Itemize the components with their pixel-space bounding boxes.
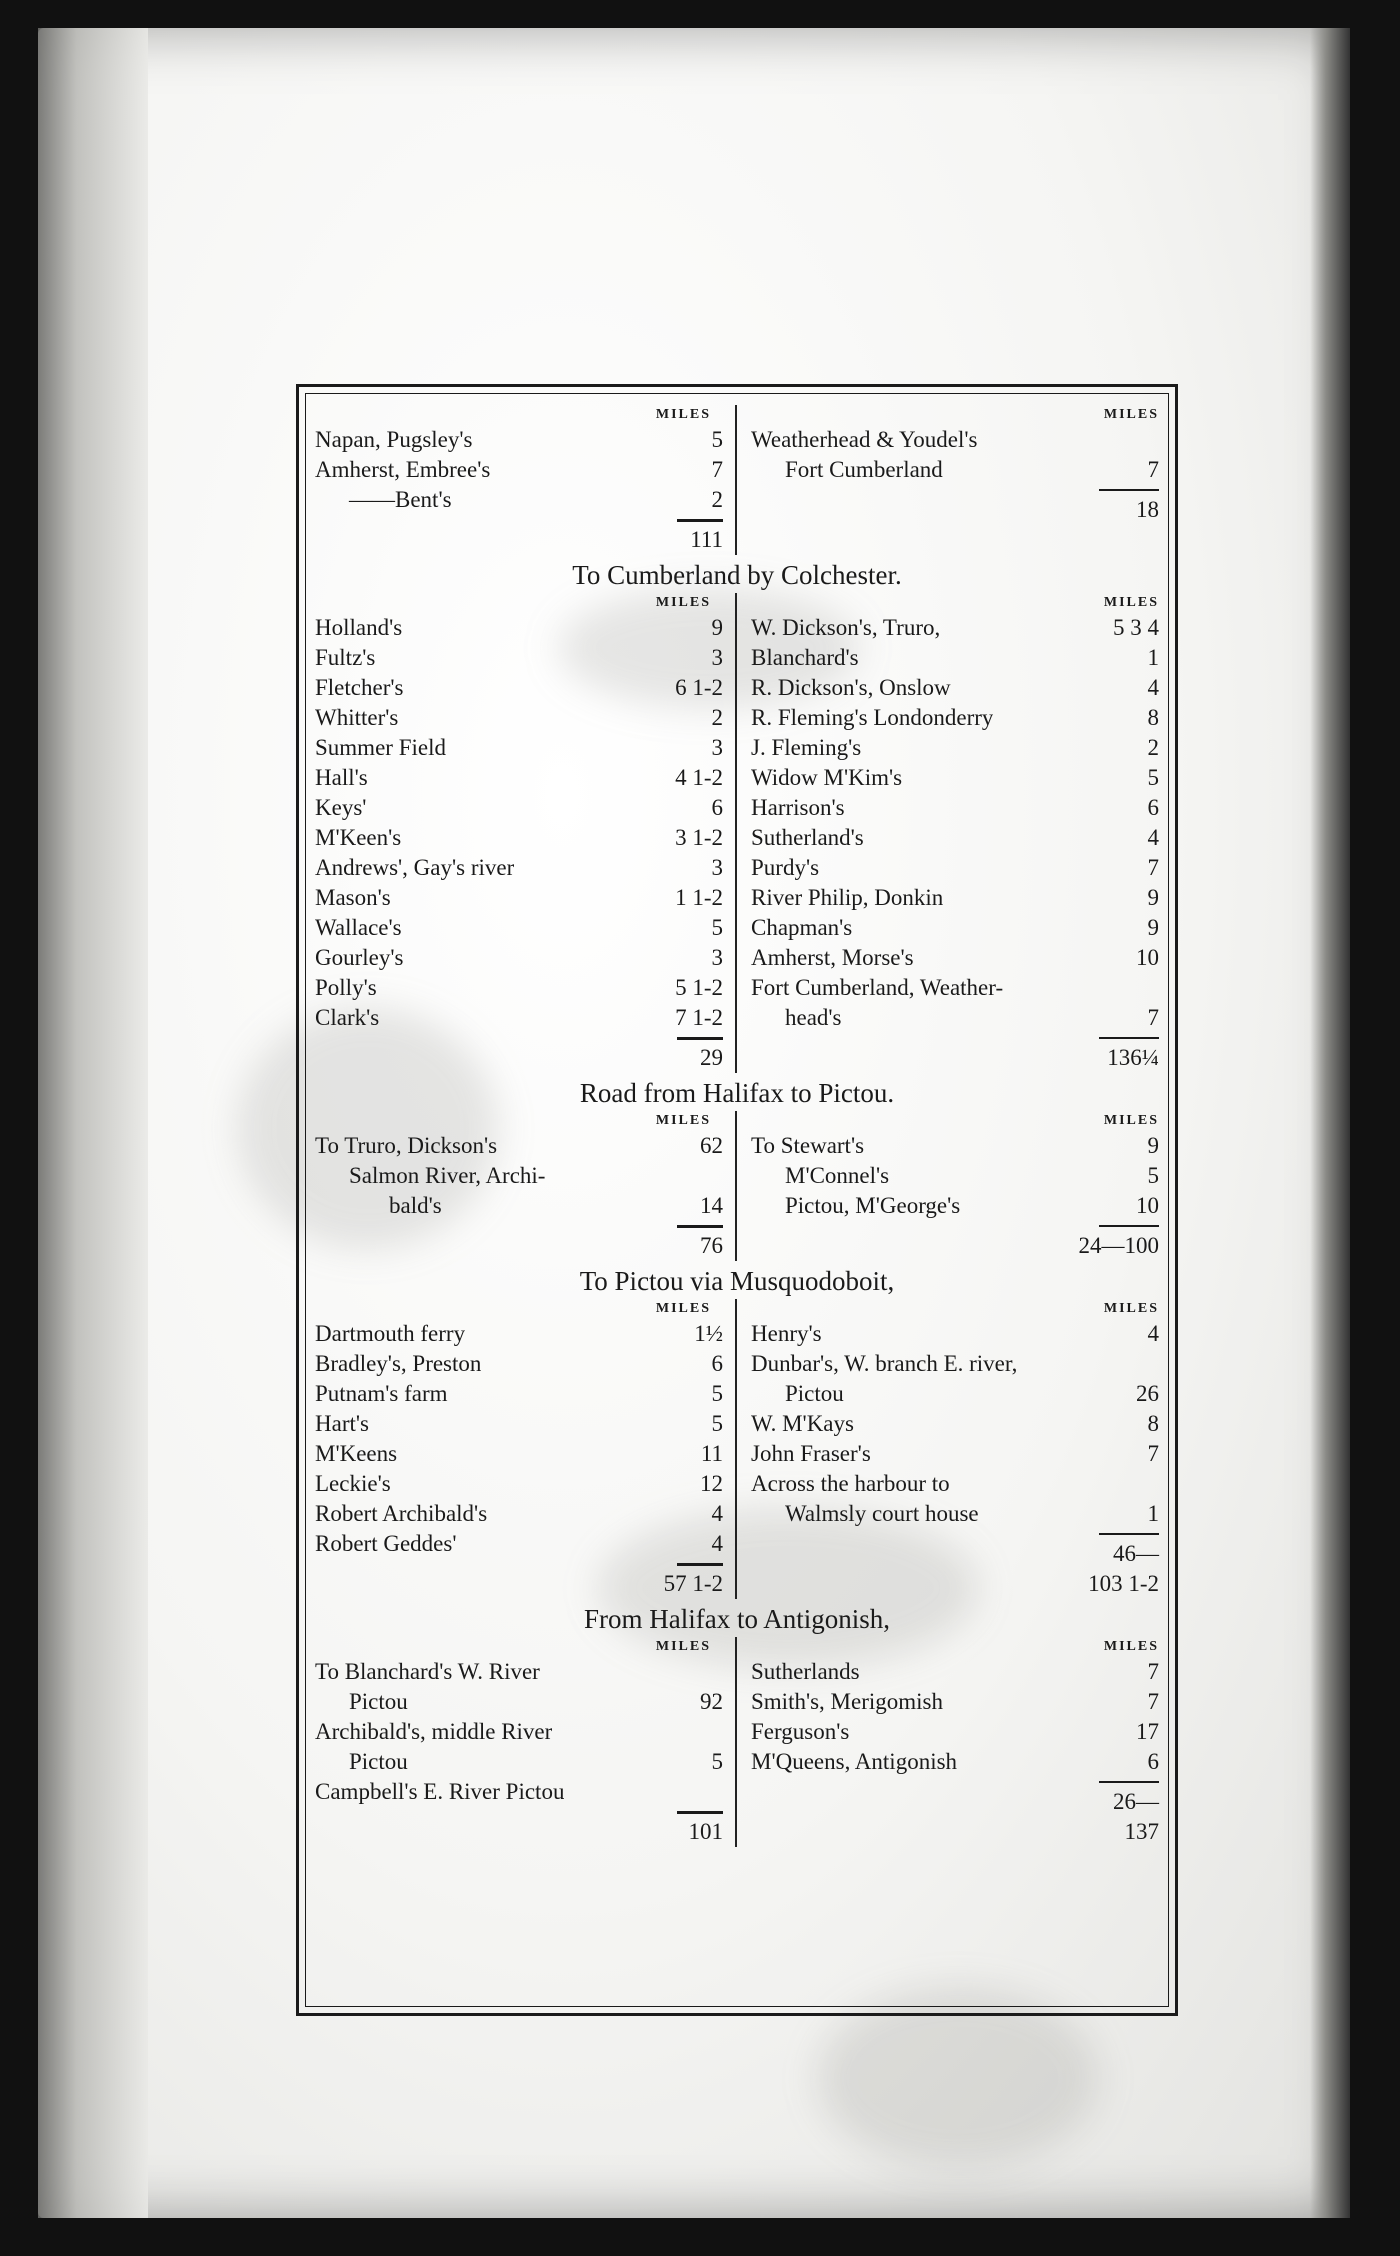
place-name: Henry's bbox=[751, 1321, 822, 1346]
distance-row bbox=[315, 673, 723, 703]
distance-row bbox=[751, 1747, 1159, 1777]
page-edge-right bbox=[1310, 28, 1350, 2218]
route-columns bbox=[315, 593, 1159, 1073]
place-name: Archibald's, middle River bbox=[315, 1719, 553, 1744]
miles-value: 10 bbox=[1136, 1193, 1159, 1218]
miles-value bbox=[1111, 1349, 1159, 1379]
place-name: To Stewart's bbox=[751, 1133, 865, 1158]
place-name: Mason's bbox=[315, 885, 391, 910]
column-total: 46— bbox=[1113, 1541, 1159, 1566]
miles-value bbox=[1111, 973, 1159, 1003]
column-total: 136¼ bbox=[1107, 1045, 1159, 1070]
miles-value: 7 bbox=[1147, 457, 1159, 482]
distance-row bbox=[751, 1161, 1159, 1191]
distance-row bbox=[751, 943, 1159, 973]
miles-header bbox=[751, 1637, 1159, 1657]
distance-row bbox=[315, 1717, 723, 1747]
distance-row bbox=[751, 1687, 1159, 1717]
column-total: 101 bbox=[688, 1819, 723, 1844]
place-name: Robert Geddes' bbox=[315, 1531, 457, 1556]
page-edge-left bbox=[38, 28, 148, 2218]
distance-row bbox=[751, 1349, 1159, 1379]
miles-value: 3 bbox=[711, 945, 723, 970]
miles-value: 4 bbox=[1147, 825, 1159, 850]
left-column bbox=[315, 405, 737, 555]
miles-value: 6 bbox=[711, 1351, 723, 1376]
place-name: Fort Cumberland, Weather- bbox=[751, 975, 1004, 1000]
distance-row bbox=[751, 1319, 1159, 1349]
column-total: 103 1-2 bbox=[1088, 1571, 1159, 1596]
place-name: bald's bbox=[389, 1193, 442, 1218]
miles-value: 62 bbox=[700, 1133, 723, 1158]
place-name: Leckie's bbox=[315, 1471, 391, 1496]
distance-row bbox=[315, 425, 723, 455]
miles-header bbox=[751, 405, 1159, 425]
distance-row bbox=[751, 883, 1159, 913]
place-name: Dartmouth ferry bbox=[315, 1321, 466, 1346]
distance-row bbox=[751, 793, 1159, 823]
left-column bbox=[315, 1299, 737, 1599]
distance-row bbox=[315, 1379, 723, 1409]
place-name: Pictou bbox=[349, 1749, 408, 1774]
distance-row bbox=[315, 1161, 723, 1191]
place-name: John Fraser's bbox=[751, 1441, 871, 1466]
place-name: Blanchard's bbox=[751, 645, 859, 670]
miles-value: 12 bbox=[700, 1471, 723, 1496]
place-name: M'Keen's bbox=[315, 825, 402, 850]
place-name: Robert Archibald's bbox=[315, 1501, 488, 1526]
distance-row bbox=[751, 425, 1159, 455]
miles-label: MILES bbox=[655, 1639, 711, 1654]
left-column bbox=[315, 593, 737, 1073]
place-name: M'Queens, Antigonish bbox=[751, 1749, 958, 1774]
miles-value: 7 bbox=[711, 457, 723, 482]
sum-rule bbox=[751, 1777, 1159, 1787]
miles-header bbox=[751, 1111, 1159, 1131]
place-name: Polly's bbox=[315, 975, 377, 1000]
miles-value: 5 bbox=[711, 915, 723, 940]
distance-row bbox=[315, 1191, 723, 1221]
place-name: W. M'Kays bbox=[751, 1411, 854, 1436]
miles-value: 5 1-2 bbox=[675, 975, 723, 1000]
miles-value: 7 bbox=[1147, 1441, 1159, 1466]
distance-row bbox=[751, 455, 1159, 485]
distance-row bbox=[751, 1003, 1159, 1033]
distance-row bbox=[315, 943, 723, 973]
miles-value: 11 bbox=[700, 1441, 723, 1466]
miles-value: 1 bbox=[1147, 645, 1159, 670]
miles-value: 4 bbox=[711, 1531, 723, 1556]
distance-row bbox=[315, 1349, 723, 1379]
route-columns bbox=[315, 1111, 1159, 1261]
place-name: Hall's bbox=[315, 765, 368, 790]
column-total: 26— bbox=[1113, 1789, 1159, 1814]
route-columns bbox=[315, 405, 1159, 555]
miles-value: 4 bbox=[1147, 675, 1159, 700]
place-name: W. Dickson's, Truro, bbox=[751, 615, 941, 640]
miles-value: 5 bbox=[711, 1411, 723, 1436]
miles-value: 14 bbox=[700, 1193, 723, 1218]
place-name: Andrews', Gay's river bbox=[315, 855, 515, 880]
column-total: 29 bbox=[700, 1045, 723, 1070]
distance-row bbox=[751, 763, 1159, 793]
distance-row bbox=[751, 613, 1159, 643]
place-name: Smith's, Merigomish bbox=[751, 1689, 943, 1714]
place-name: Gourley's bbox=[315, 945, 404, 970]
place-name: Campbell's E. River Pictou bbox=[315, 1779, 565, 1804]
miles-value: 5 bbox=[711, 427, 723, 452]
miles-value: 9 bbox=[1147, 915, 1159, 940]
place-name: Putnam's farm bbox=[315, 1381, 448, 1406]
route-section bbox=[315, 1263, 1159, 1599]
miles-value: 92 bbox=[700, 1689, 723, 1714]
miles-value: 26 bbox=[1136, 1381, 1159, 1406]
distance-row bbox=[751, 1439, 1159, 1469]
sum-rule bbox=[315, 1221, 723, 1231]
miles-label: MILES bbox=[1103, 407, 1159, 422]
place-name: Pictou bbox=[349, 1689, 408, 1714]
distance-row bbox=[315, 613, 723, 643]
distance-row bbox=[315, 1687, 723, 1717]
distance-row bbox=[315, 1131, 723, 1161]
table-frame bbox=[296, 384, 1178, 2016]
sum-rule bbox=[315, 1033, 723, 1043]
sum-rule bbox=[751, 1529, 1159, 1539]
distance-row bbox=[315, 1657, 723, 1687]
route-heading: To Pictou via Musquodoboit, bbox=[579, 1266, 895, 1296]
distance-row bbox=[315, 913, 723, 943]
place-name: head's bbox=[785, 1005, 842, 1030]
distance-row bbox=[315, 1777, 723, 1807]
sum-rule bbox=[751, 1033, 1159, 1043]
place-name: Dunbar's, W. branch E. river, bbox=[751, 1351, 1018, 1376]
miles-value: 3 bbox=[711, 645, 723, 670]
place-name: Whitter's bbox=[315, 705, 399, 730]
miles-value: 17 bbox=[1136, 1719, 1159, 1744]
place-name: Bradley's, Preston bbox=[315, 1351, 482, 1376]
place-name: Fultz's bbox=[315, 645, 376, 670]
sum-rule bbox=[751, 1221, 1159, 1231]
miles-value: 2 bbox=[1147, 735, 1159, 760]
place-name: Hart's bbox=[315, 1411, 369, 1436]
miles-value: 4 1-2 bbox=[675, 765, 723, 790]
distance-row bbox=[751, 1657, 1159, 1687]
distance-row bbox=[751, 853, 1159, 883]
miles-value: 5 bbox=[711, 1749, 723, 1774]
place-name: Fletcher's bbox=[315, 675, 404, 700]
place-name: Summer Field bbox=[315, 735, 446, 760]
miles-value: 1½ bbox=[694, 1321, 723, 1346]
place-name: Across the harbour to bbox=[751, 1471, 950, 1496]
column-total: 24—100 bbox=[1078, 1233, 1159, 1258]
place-name: Amherst, Embree's bbox=[315, 457, 491, 482]
distance-row bbox=[315, 1409, 723, 1439]
distance-row bbox=[315, 1439, 723, 1469]
place-name: J. Fleming's bbox=[751, 735, 862, 760]
place-name: Pictou bbox=[785, 1381, 844, 1406]
sum-rule bbox=[315, 515, 723, 525]
route-columns bbox=[315, 1299, 1159, 1599]
column-total: 18 bbox=[1136, 497, 1159, 522]
place-name: M'Keens bbox=[315, 1441, 398, 1466]
distance-row bbox=[751, 913, 1159, 943]
miles-value: 3 bbox=[711, 735, 723, 760]
route-heading: From Halifax to Antigonish, bbox=[584, 1604, 890, 1634]
miles-value: 7 bbox=[1147, 1689, 1159, 1714]
place-name: Ferguson's bbox=[751, 1719, 850, 1744]
distance-row bbox=[315, 973, 723, 1003]
miles-header bbox=[315, 1299, 723, 1319]
distance-row bbox=[751, 703, 1159, 733]
miles-value: 7 bbox=[1147, 1005, 1159, 1030]
place-name: Salmon River, Archi- bbox=[349, 1163, 546, 1188]
miles-value: 3 1-2 bbox=[675, 825, 723, 850]
place-name: M'Connel's bbox=[785, 1163, 890, 1188]
route-section bbox=[315, 557, 1159, 1073]
miles-value: 8 bbox=[1147, 705, 1159, 730]
sum-rule bbox=[751, 485, 1159, 495]
miles-value: 5 bbox=[1147, 765, 1159, 790]
right-column bbox=[737, 405, 1159, 555]
distance-row bbox=[315, 1003, 723, 1033]
route-section bbox=[315, 405, 1159, 555]
miles-label: MILES bbox=[655, 1113, 711, 1128]
column-total: 137 bbox=[1124, 1819, 1159, 1844]
route-heading: To Cumberland by Colchester. bbox=[572, 560, 902, 590]
place-name: Harrison's bbox=[751, 795, 845, 820]
miles-value: 1 1-2 bbox=[675, 885, 723, 910]
distance-row bbox=[751, 673, 1159, 703]
miles-label: MILES bbox=[655, 1301, 711, 1316]
miles-value bbox=[1111, 1469, 1159, 1499]
miles-header bbox=[751, 1299, 1159, 1319]
miles-value: 1 bbox=[1147, 1501, 1159, 1526]
right-column bbox=[737, 1637, 1159, 1847]
distance-row bbox=[315, 1469, 723, 1499]
place-name: Clark's bbox=[315, 1005, 380, 1030]
distance-tables bbox=[315, 405, 1159, 1999]
distance-row bbox=[751, 1191, 1159, 1221]
miles-value bbox=[1111, 425, 1159, 455]
miles-value: 7 bbox=[1147, 855, 1159, 880]
place-name: River Philip, Donkin bbox=[751, 885, 944, 910]
miles-value: 6 1-2 bbox=[675, 675, 723, 700]
miles-value: 7 bbox=[1147, 1659, 1159, 1684]
miles-value bbox=[675, 1161, 723, 1191]
miles-value: 9 bbox=[1147, 885, 1159, 910]
distance-row bbox=[315, 883, 723, 913]
miles-value: 10 bbox=[1136, 945, 1159, 970]
distance-row bbox=[315, 703, 723, 733]
distance-row bbox=[315, 1747, 723, 1777]
place-name: To Truro, Dickson's bbox=[315, 1133, 498, 1158]
distance-row bbox=[751, 973, 1159, 1003]
miles-header bbox=[315, 1111, 723, 1131]
miles-value: 3 bbox=[711, 855, 723, 880]
distance-row bbox=[751, 823, 1159, 853]
miles-label: MILES bbox=[655, 407, 711, 422]
route-section bbox=[315, 1601, 1159, 1847]
right-column bbox=[737, 593, 1159, 1073]
miles-label: MILES bbox=[1103, 1113, 1159, 1128]
place-name: Fort Cumberland bbox=[785, 457, 943, 482]
miles-value: 5 bbox=[711, 1381, 723, 1406]
route-section bbox=[315, 1075, 1159, 1261]
distance-row bbox=[315, 733, 723, 763]
miles-value: 4 bbox=[711, 1501, 723, 1526]
miles-value bbox=[675, 1657, 723, 1687]
place-name: Wallace's bbox=[315, 915, 402, 940]
route-heading: Road from Halifax to Pictou. bbox=[579, 1078, 895, 1108]
column-total: 57 1-2 bbox=[663, 1571, 723, 1596]
distance-row bbox=[751, 1409, 1159, 1439]
distance-row bbox=[315, 853, 723, 883]
right-column bbox=[737, 1111, 1159, 1261]
distance-row bbox=[751, 1499, 1159, 1529]
left-column bbox=[315, 1637, 737, 1847]
distance-row bbox=[751, 1717, 1159, 1747]
place-name: Napan, Pugsley's bbox=[315, 427, 473, 452]
miles-label: MILES bbox=[655, 595, 711, 610]
place-name: ——Bent's bbox=[349, 487, 452, 512]
miles-value: 6 bbox=[711, 795, 723, 820]
place-name: Walmsly court house bbox=[785, 1501, 979, 1526]
right-column bbox=[737, 1299, 1159, 1599]
distance-row bbox=[315, 485, 723, 515]
place-name: Amherst, Morse's bbox=[751, 945, 914, 970]
miles-header bbox=[315, 593, 723, 613]
miles-value: 5 bbox=[1147, 1163, 1159, 1188]
place-name: Sutherlands bbox=[751, 1659, 860, 1684]
distance-row bbox=[315, 763, 723, 793]
distance-row bbox=[315, 793, 723, 823]
distance-row bbox=[315, 1499, 723, 1529]
miles-header bbox=[751, 593, 1159, 613]
place-name: Weatherhead & Youdel's bbox=[751, 427, 978, 452]
distance-row bbox=[315, 455, 723, 485]
place-name: Holland's bbox=[315, 615, 403, 640]
miles-value: 4 bbox=[1147, 1321, 1159, 1346]
route-columns bbox=[315, 1637, 1159, 1847]
miles-value: 2 bbox=[711, 705, 723, 730]
place-name: R. Dickson's, Onslow bbox=[751, 675, 951, 700]
miles-value: 6 bbox=[1147, 795, 1159, 820]
distance-row bbox=[315, 1319, 723, 1349]
distance-row bbox=[751, 1131, 1159, 1161]
distance-row bbox=[315, 643, 723, 673]
miles-value: 9 bbox=[1147, 1133, 1159, 1158]
left-column bbox=[315, 1111, 737, 1261]
place-name: Keys' bbox=[315, 795, 367, 820]
distance-row bbox=[315, 823, 723, 853]
distance-row bbox=[751, 1379, 1159, 1409]
distance-row bbox=[751, 643, 1159, 673]
place-name: Sutherland's bbox=[751, 825, 864, 850]
distance-row bbox=[315, 1529, 723, 1559]
miles-label: MILES bbox=[1103, 1301, 1159, 1316]
miles-value: 8 bbox=[1147, 1411, 1159, 1436]
miles-value: 2 bbox=[711, 487, 723, 512]
miles-header bbox=[315, 405, 723, 425]
miles-label: MILES bbox=[1103, 1639, 1159, 1654]
miles-label: MILES bbox=[1103, 595, 1159, 610]
distance-row bbox=[751, 733, 1159, 763]
distance-row bbox=[751, 1469, 1159, 1499]
place-name: Chapman's bbox=[751, 915, 853, 940]
miles-value: 5 3 4 bbox=[1113, 615, 1159, 640]
place-name: To Blanchard's W. River bbox=[315, 1659, 540, 1684]
miles-header bbox=[315, 1637, 723, 1657]
place-name: R. Fleming's Londonderry bbox=[751, 705, 994, 730]
miles-value: 9 bbox=[711, 615, 723, 640]
place-name: Purdy's bbox=[751, 855, 820, 880]
place-name: Pictou, M'George's bbox=[785, 1193, 961, 1218]
miles-value bbox=[675, 1717, 723, 1747]
column-total: 111 bbox=[690, 527, 723, 552]
column-total: 76 bbox=[700, 1233, 723, 1258]
sum-rule bbox=[315, 1559, 723, 1569]
miles-value bbox=[675, 1777, 723, 1807]
place-name: Widow M'Kim's bbox=[751, 765, 903, 790]
miles-value: 7 1-2 bbox=[675, 1005, 723, 1030]
miles-value: 6 bbox=[1147, 1749, 1159, 1774]
sum-rule bbox=[315, 1807, 723, 1817]
